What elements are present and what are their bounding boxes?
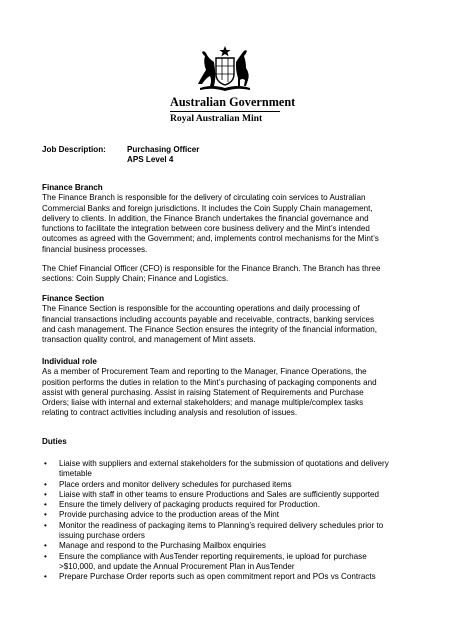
individual-role-line: relating to contract activities including analysis and resolution of issues. <box>42 408 298 418</box>
finance-section-line: transaction quality control, and management of Mint assets. <box>42 335 256 345</box>
finance-branch-line: The Finance Branch is responsible for the delivery of circulating coin services to Australian <box>42 193 366 203</box>
duty-text: issuing purchase orders <box>59 531 145 541</box>
finance-branch-section <box>42 183 414 255</box>
duty-text: timetable <box>59 469 92 479</box>
list-item <box>42 541 422 551</box>
bullet-icon: • <box>44 520 47 530</box>
finance-section <box>42 294 414 345</box>
bullet-icon: • <box>44 541 47 551</box>
cfo-line: The Chief Financial Officer (CFO) is responsible for the Finance Branch. The Branch has three <box>42 264 381 273</box>
finance-section-heading: Finance Section <box>42 294 105 303</box>
job-title: Purchasing Officer <box>127 145 200 154</box>
duty-text: Prepare Purchase Order reports such as open commitment report and POs vs Contracts <box>59 572 376 582</box>
bullet-icon: • <box>44 572 47 582</box>
government-name: Australian Government <box>170 95 296 109</box>
bullet-icon: • <box>44 479 47 489</box>
duty-text: Provide purchasing advice to the production areas of the Mint <box>59 510 280 520</box>
duties-heading: Duties <box>42 437 67 446</box>
bullet-icon: • <box>44 551 47 561</box>
finance-branch-line: functions to facilitate the integration between core business delivery and the Mint’s intended <box>42 224 370 234</box>
duty-text: >$10,000, and update the Annual Procurement Plan in AusTender <box>59 561 295 571</box>
individual-role-line: As a member of Procurement Team and reporting to the Manager, Finance Operations, the <box>42 367 367 377</box>
job-level: APS Level 4 <box>127 155 174 164</box>
list-item <box>42 500 422 510</box>
duty-text: Ensure the compliance with AusTender reporting requirements, ie upload for purchase <box>59 551 367 561</box>
individual-role-line: position performs the duties in relation to the Mint’s purchasing of packaging components and <box>42 377 377 387</box>
list-item <box>42 459 422 480</box>
finance-section-line: and cash management. The Finance Section ensures the integrity of the financial information, <box>42 324 378 334</box>
letterhead-divider <box>170 111 280 112</box>
finance-branch-line: financial business processes. <box>42 244 148 254</box>
bullet-icon: • <box>44 510 47 520</box>
list-item <box>42 521 422 542</box>
finance-branch-line: Commercial Banks and foreign jurisdictions. It includes the Coin Supply Chain management, <box>42 203 373 213</box>
individual-role-line: assist with general purchasing. Assist in raising Statement of Requirements and Purchase <box>42 387 364 397</box>
finance-branch-line: delivery to clients. In addition, the Finance Branch undertakes the financial governance and <box>42 213 369 223</box>
list-item <box>42 572 422 582</box>
individual-role-heading: Individual role <box>42 357 97 366</box>
bullet-icon: • <box>44 459 47 468</box>
finance-branch-line: outcomes as agreed with the Government; and, implements control mechanisms for the Mint’s <box>42 234 379 244</box>
duty-text: Ensure the timely delivery of packaging products required for Production. <box>59 500 320 510</box>
coat-of-arms-icon <box>188 44 262 94</box>
list-item <box>42 552 422 573</box>
list-item <box>42 510 422 520</box>
individual-role-section <box>42 357 414 419</box>
cfo-paragraph <box>42 264 414 285</box>
job-description-label: Job Description: <box>42 145 106 154</box>
duty-text: Liaise with staff in other teams to ensure Productions and Sales are sufficiently supported <box>59 489 380 499</box>
finance-section-line: The Finance Section is responsible for the accounting operations and daily processing of <box>42 304 360 314</box>
bullet-icon: • <box>44 500 47 510</box>
duty-text: Place orders and monitor delivery schedules for purchased items <box>59 479 292 489</box>
finance-branch-heading: Finance Branch <box>42 183 103 192</box>
bullet-icon: • <box>44 489 47 499</box>
duties-list <box>42 459 422 583</box>
list-item <box>42 490 422 500</box>
individual-role-line: Orders; liaise with internal and external stakeholders; and manage multiple/complex tasks <box>42 398 364 408</box>
duty-text: Manage and respond to the Purchasing Mailbox enquiries <box>59 541 266 551</box>
agency-name: Royal Australian Mint <box>170 113 263 124</box>
duty-text: Monitor the readiness of packaging items to Planning’s required delivery schedules prior to <box>59 520 384 530</box>
list-item <box>42 480 422 490</box>
finance-section-line: financial transactions including accounts payable and receivable, contracts, banking services <box>42 314 375 324</box>
duty-text: Liaise with suppliers and external stakeholders for the submission of quotations and delivery <box>59 459 389 468</box>
cfo-line: sections: Coin Supply Chain; Finance and Logistics. <box>42 274 229 284</box>
